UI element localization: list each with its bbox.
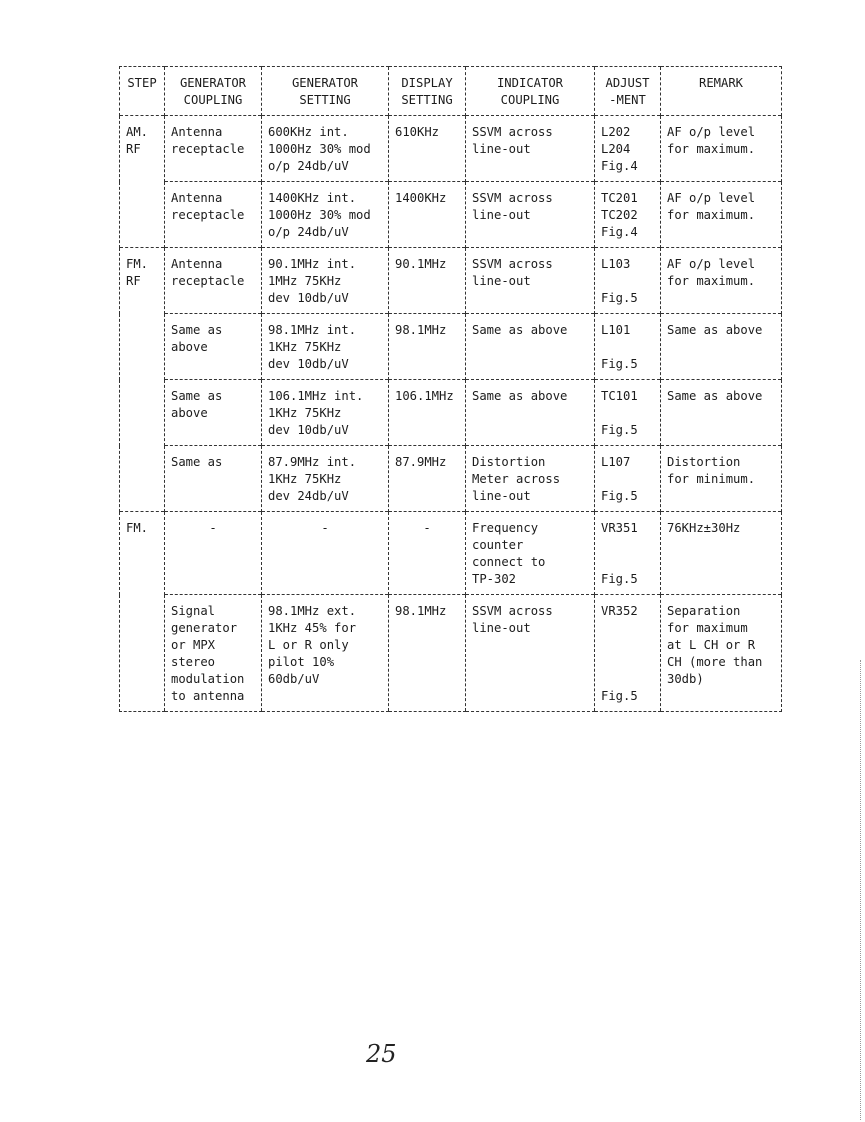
cell-generator-setting: 600KHz int. 1000Hz 30% mod o/p 24db/uV <box>262 116 389 182</box>
cell-step: AM. RF <box>120 116 165 182</box>
cell-indicator-coupling: Same as above <box>466 380 595 446</box>
cell-generator-setting: 98.1MHz ext. 1KHz 45% for L or R only pilot 10% 60db/uV <box>262 595 389 712</box>
alignment-table <box>119 66 782 712</box>
cell-generator-coupling: Antenna receptacle <box>165 116 262 182</box>
header-remark: REMARK <box>661 67 782 116</box>
cell-adjustment: TC201 TC202 Fig.4 <box>595 182 661 248</box>
cell-adjustment: VR352 Fig.5 <box>595 595 661 712</box>
header-generator-coupling: GENERATOR COUPLING <box>165 67 262 116</box>
cell-display-setting: 1400KHz <box>389 182 466 248</box>
cell-adjustment: TC101 Fig.5 <box>595 380 661 446</box>
cell-generator-coupling: Signal generator or MPX stereo modulation to antenna <box>165 595 262 712</box>
cell-generator-setting: 98.1MHz int. 1KHz 75KHz dev 10db/uV <box>262 314 389 380</box>
cell-remark: Same as above <box>661 380 782 446</box>
cell-remark: AF o/p level for maximum. <box>661 116 782 182</box>
table-row <box>120 314 782 380</box>
table-header-row <box>120 67 782 116</box>
cell-remark: 76KHz±30Hz <box>661 512 782 595</box>
cell-indicator-coupling: SSVM across line-out <box>466 116 595 182</box>
cell-generator-coupling: Antenna receptacle <box>165 182 262 248</box>
table-row <box>120 116 782 182</box>
cell-display-setting: 106.1MHz <box>389 380 466 446</box>
cell-display-setting: 98.1MHz <box>389 595 466 712</box>
cell-display-setting: 87.9MHz <box>389 446 466 512</box>
cell-adjustment: L101 Fig.5 <box>595 314 661 380</box>
cell-indicator-coupling: Frequency counter connect to TP-302 <box>466 512 595 595</box>
cell-remark: Separation for maximum at L CH or R CH (more than 30db) <box>661 595 782 712</box>
cell-generator-setting: 106.1MHz int. 1KHz 75KHz dev 10db/uV <box>262 380 389 446</box>
cell-adjustment: L107 Fig.5 <box>595 446 661 512</box>
cell-display-setting: 610KHz <box>389 116 466 182</box>
cell-step <box>120 182 165 248</box>
cell-remark: Same as above <box>661 314 782 380</box>
table-row <box>120 248 782 314</box>
cell-remark: AF o/p level for maximum. <box>661 248 782 314</box>
cell-step: FM. RF <box>120 248 165 314</box>
cell-step <box>120 595 165 712</box>
table-row <box>120 512 782 595</box>
cell-step <box>120 314 165 380</box>
cell-generator-setting: 87.9MHz int. 1KHz 75KHz dev 24db/uV <box>262 446 389 512</box>
cell-remark: AF o/p level for maximum. <box>661 182 782 248</box>
table-row <box>120 380 782 446</box>
cell-indicator-coupling: SSVM across line-out <box>466 248 595 314</box>
scan-edge-marks <box>858 660 861 1120</box>
cell-generator-coupling: - <box>165 512 262 595</box>
cell-indicator-coupling: Distortion Meter across line-out <box>466 446 595 512</box>
table-row <box>120 182 782 248</box>
cell-generator-setting: 1400KHz int. 1000Hz 30% mod o/p 24db/uV <box>262 182 389 248</box>
header-display-setting: DISPLAY SETTING <box>389 67 466 116</box>
cell-step <box>120 380 165 446</box>
scan-speck <box>60 20 64 24</box>
cell-generator-coupling: Antenna receptacle <box>165 248 262 314</box>
cell-adjustment: VR351 Fig.5 <box>595 512 661 595</box>
cell-display-setting: 90.1MHz <box>389 248 466 314</box>
cell-adjustment: L202 L204 Fig.4 <box>595 116 661 182</box>
cell-generator-setting: 90.1MHz int. 1MHz 75KHz dev 10db/uV <box>262 248 389 314</box>
cell-display-setting: - <box>389 512 466 595</box>
cell-display-setting: 98.1MHz <box>389 314 466 380</box>
cell-indicator-coupling: SSVM across line-out <box>466 182 595 248</box>
cell-step: FM. <box>120 512 165 595</box>
header-step: STEP <box>120 67 165 116</box>
cell-adjustment: L103 Fig.5 <box>595 248 661 314</box>
header-generator-setting: GENERATOR SETTING <box>262 67 389 116</box>
header-adjustment: ADJUST -MENT <box>595 67 661 116</box>
cell-generator-coupling: Same as above <box>165 380 262 446</box>
cell-generator-setting: - <box>262 512 389 595</box>
cell-generator-coupling: Same as <box>165 446 262 512</box>
cell-generator-coupling: Same as above <box>165 314 262 380</box>
cell-step <box>120 446 165 512</box>
cell-indicator-coupling: Same as above <box>466 314 595 380</box>
table-row <box>120 595 782 712</box>
page-number: 25 <box>366 1040 397 1068</box>
table-row <box>120 446 782 512</box>
cell-remark: Distortion for minimum. <box>661 446 782 512</box>
header-indicator-coupling: INDICATOR COUPLING <box>466 67 595 116</box>
cell-indicator-coupling: SSVM across line-out <box>466 595 595 712</box>
